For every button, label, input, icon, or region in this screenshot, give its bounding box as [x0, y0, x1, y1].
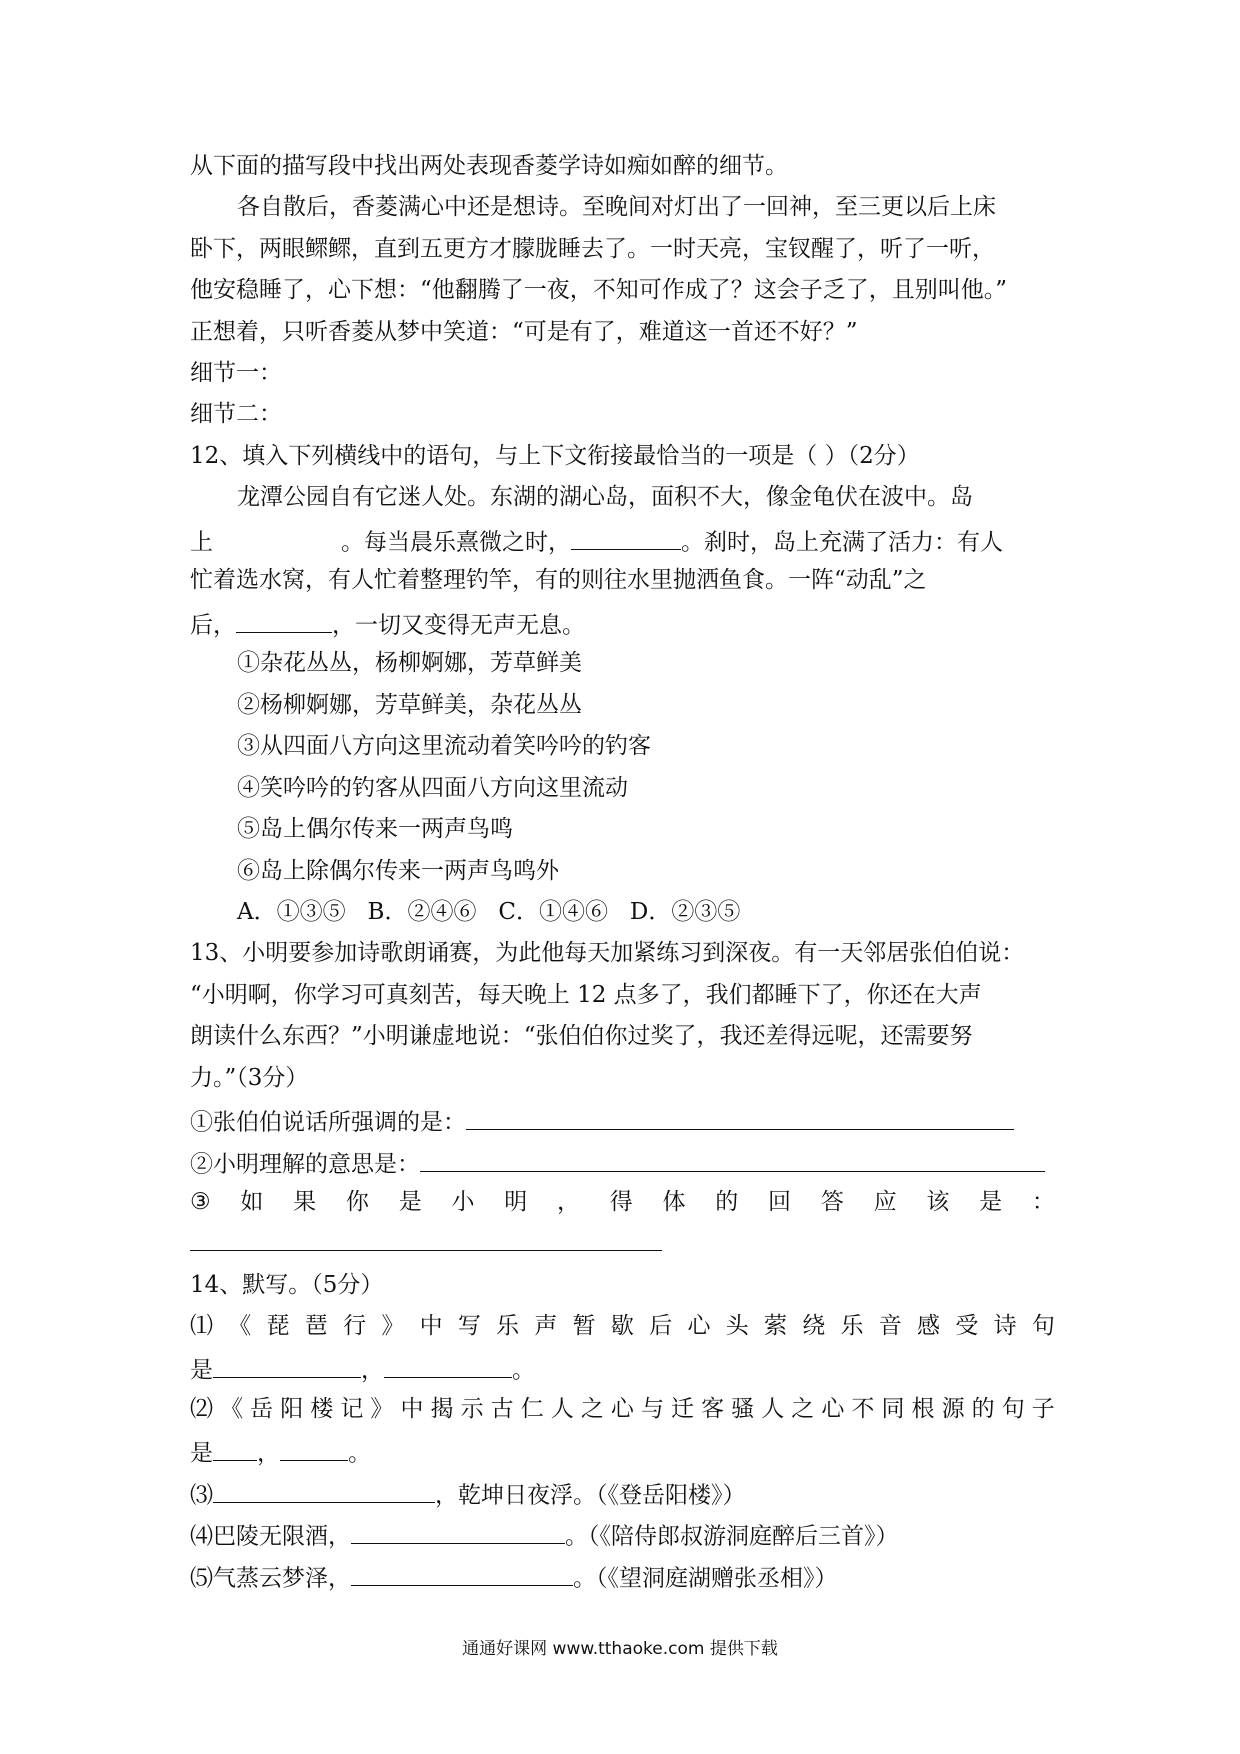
- q14-item-4: [190, 1522, 899, 1549]
- q14-char: 仁: [520, 1396, 544, 1422]
- q14-item-2-line-1: [190, 1398, 1055, 1421]
- q12-choices: A．①③⑤ B．②④⑥ C．①④⑥ D．②③⑤: [237, 899, 741, 925]
- q14-char: 诗: [993, 1313, 1017, 1339]
- answer-line-1[interactable]: [466, 1108, 1014, 1130]
- q14-text: 。: [512, 1357, 535, 1384]
- q14-text: 是: [190, 1357, 213, 1384]
- q14-char: 揭: [430, 1396, 454, 1422]
- q12-option-5: ⑤岛上偶尔传来一两声鸟鸣: [237, 816, 513, 842]
- q13-answer-1-label: ①张伯伯说话所强调的是：: [190, 1109, 466, 1136]
- q13-char: 该: [926, 1189, 950, 1215]
- q14-char: 根: [911, 1396, 935, 1422]
- q13-answer-2: [190, 1150, 1045, 1177]
- answer-line-2[interactable]: [420, 1150, 1045, 1172]
- q12-text-tail: ，一切又变得无声无息。: [332, 612, 585, 639]
- q13-char: 明: [504, 1189, 528, 1215]
- q14-char: 写: [457, 1313, 481, 1339]
- q13-char: 答: [820, 1189, 844, 1215]
- blank-5[interactable]: [384, 1356, 512, 1378]
- blank-3[interactable]: [236, 611, 332, 633]
- q12-text-hou: 后，: [190, 612, 236, 639]
- q14-char: 同: [881, 1396, 905, 1422]
- q14-char: 行: [343, 1313, 367, 1339]
- q14-item-1-line-1: [190, 1315, 1055, 1338]
- q14-text: 是: [190, 1440, 213, 1467]
- q13-char: ③: [190, 1189, 211, 1215]
- q13-answer-2-label: ②小明理解的意思是：: [190, 1151, 420, 1178]
- q14-text: ，: [361, 1357, 384, 1384]
- q14-char: 迁: [671, 1396, 694, 1422]
- q14-char: ⑵: [190, 1396, 213, 1422]
- q14-char: 《: [220, 1396, 244, 1422]
- q14-char: 暂: [572, 1313, 596, 1339]
- q14-char: 《: [228, 1313, 252, 1339]
- q14-char: 骚: [731, 1396, 755, 1422]
- q14-text: ⑶: [190, 1482, 213, 1509]
- q14-char: 客: [701, 1396, 725, 1422]
- q14-text: 。（《望洞庭湖赠张丞相》）: [573, 1565, 838, 1592]
- q14-text: ⑸气蒸云梦泽，: [190, 1565, 351, 1592]
- q14-char: 乐: [840, 1313, 864, 1339]
- q14-char: 与: [640, 1396, 664, 1422]
- q14-item-2-line-2: [190, 1439, 371, 1466]
- q12-option-4: ④笑吟吟的钓客从四面八方向这里流动: [237, 775, 628, 801]
- q13-char: ：: [1031, 1189, 1055, 1215]
- q14-char: 岳: [250, 1396, 274, 1422]
- q14-char: 心: [610, 1396, 634, 1422]
- q14-char: 声: [534, 1313, 558, 1339]
- q13-char: 得: [609, 1189, 633, 1215]
- answer-line-3[interactable]: [190, 1229, 662, 1251]
- q14-char: 琶: [304, 1313, 328, 1339]
- q13-answer-1: [190, 1108, 1014, 1135]
- q12-text-end: 。刹时，岛上充满了活力：有人: [681, 529, 1003, 556]
- q14-stem: 14、默写。（5分）: [190, 1272, 384, 1298]
- q14-text: ，乾坤日夜浮。（《登岳阳楼》）: [435, 1482, 746, 1509]
- q12-passage-line-3: 忙着选水窝，有人忙着整理钓竿，有的则往水里抛洒鱼食。一阵“动乱”之: [190, 567, 927, 593]
- q13-answer-3: [190, 1229, 662, 1256]
- q14-char: 头: [725, 1313, 749, 1339]
- q14-char: 句: [1031, 1313, 1055, 1339]
- q13-line-2: “小明啊，你学习可真刻苦，每天晚上 12 点多了，我们都睡下了，你还在大声: [190, 982, 982, 1008]
- q14-char: 绕: [802, 1313, 826, 1339]
- q14-char: 的: [971, 1396, 995, 1422]
- blank-2[interactable]: [571, 528, 681, 550]
- blank-6[interactable]: [213, 1439, 257, 1461]
- blank-10[interactable]: [351, 1564, 573, 1586]
- q14-char: 人: [761, 1396, 785, 1422]
- q14-char: 后: [649, 1313, 673, 1339]
- q14-char: 中: [400, 1396, 424, 1422]
- q14-char: 感: [917, 1313, 941, 1339]
- q13-char: 小: [451, 1189, 475, 1215]
- q13-char: 应: [873, 1189, 897, 1215]
- q14-char: 人: [550, 1396, 574, 1422]
- passage-line-1: 各自散后，香菱满心中还是想诗。至晚间对灯出了一回神，至三更以后上床: [237, 194, 996, 220]
- q13-char: 回: [768, 1189, 792, 1215]
- intro-text: 从下面的描写段中找出两处表现香菱学诗如痴如醉的细节。: [190, 153, 788, 179]
- q13-char: 是: [979, 1189, 1003, 1215]
- blank-9[interactable]: [351, 1522, 565, 1544]
- q14-item-5: [190, 1564, 838, 1591]
- q12-text-shang: 上: [190, 529, 213, 556]
- passage-line-2: 卧下，两眼鳏鳏，直到五更方才朦胧睡去了。一时天亮，宝钗醒了，听了一听，: [190, 236, 995, 262]
- q13-char: 如: [240, 1189, 264, 1215]
- q14-text: 。: [348, 1440, 371, 1467]
- q14-char: 歇: [610, 1313, 634, 1339]
- q14-char: 乐: [496, 1313, 520, 1339]
- q14-char: 》: [370, 1396, 394, 1422]
- q14-char: 心: [821, 1396, 845, 1422]
- q14-char: 源: [941, 1396, 965, 1422]
- q14-char: ⑴: [190, 1313, 213, 1339]
- q14-char: 阳: [280, 1396, 304, 1422]
- q12-option-2: ②杨柳婀娜，芳草鲜美，杂花丛丛: [237, 692, 582, 718]
- q14-char: 萦: [763, 1313, 787, 1339]
- q14-char: 琵: [266, 1313, 290, 1339]
- q14-char: 古: [490, 1396, 514, 1422]
- q12-option-3: ③从四面八方向这里流动着笑吟吟的钓客: [237, 733, 651, 759]
- q14-text: ⑷巴陵无限酒，: [190, 1523, 351, 1550]
- q13-char: 果: [293, 1189, 317, 1215]
- footer-credit: 通通好课网 www.tthaoke.com 提供下载: [462, 1639, 778, 1659]
- q12-passage-line-2: [190, 528, 1003, 555]
- q12-option-6: ⑥岛上除偶尔传来一两声鸟鸣外: [237, 858, 559, 884]
- blank-8[interactable]: [213, 1481, 435, 1503]
- q13-char: 你: [345, 1189, 369, 1215]
- q13-char: ，: [556, 1189, 580, 1215]
- passage-line-4: 正想着，只听香菱从梦中笑道：“可是有了，难道这一首还不好？”: [190, 319, 858, 345]
- q14-char: 之: [580, 1396, 604, 1422]
- blank-4[interactable]: [213, 1356, 361, 1378]
- q14-char: 示: [460, 1396, 484, 1422]
- detail-two-label: 细节二：: [190, 401, 282, 427]
- q14-char: 心: [687, 1313, 711, 1339]
- q13-line-4: 力。”（3分）: [190, 1065, 309, 1091]
- q13-char: 的: [715, 1189, 739, 1215]
- q14-text: 。（《陪侍郎叔游洞庭醉后三首》）: [565, 1523, 899, 1550]
- q12-text-mid: 。每当晨乐熹微之时，: [341, 529, 571, 556]
- q14-char: 子: [1031, 1396, 1055, 1422]
- q13-line-1: 13、小明要参加诗歌朗诵赛，为此他每天加紧练习到深夜。有一天邻居张伯伯说：: [190, 940, 1025, 966]
- q14-text: ，: [257, 1440, 280, 1467]
- blank-7[interactable]: [280, 1439, 348, 1461]
- q14-char: 楼: [310, 1396, 334, 1422]
- q14-char: 之: [791, 1396, 815, 1422]
- q14-item-1-line-2: [190, 1356, 535, 1383]
- q13-char: 是: [398, 1189, 422, 1215]
- q12-option-1: ①杂花丛丛，杨柳婀娜，芳草鲜美: [237, 650, 582, 676]
- q12-passage-line-1: 龙潭公园自有它迷人处。东湖的湖心岛，面积不大，像金龟伏在波中。岛: [237, 484, 973, 510]
- q14-char: 句: [1001, 1396, 1025, 1422]
- q14-char: 音: [878, 1313, 902, 1339]
- q13-char: 体: [662, 1189, 686, 1215]
- q14-char: 记: [340, 1396, 364, 1422]
- q14-item-3: [190, 1481, 746, 1508]
- q14-char: 中: [419, 1313, 443, 1339]
- q13-line-3: 朗读什么东西？”小明谦虚地说：“张伯伯你过奖了，我还差得远呢，还需要努: [190, 1023, 973, 1049]
- q14-char: 不: [851, 1396, 875, 1422]
- detail-one-label: 细节一：: [190, 360, 282, 386]
- q13-answer-3-label: [190, 1191, 1055, 1214]
- q12-passage-line-4: [190, 611, 585, 638]
- q12-stem: 12、填入下列横线中的语句，与上下文衔接最恰当的一项是（ ）（2分）: [190, 443, 920, 469]
- passage-line-3: 他安稳睡了，心下想：“他翻腾了一夜，不知可作成了？这会子乏了，且别叫他。”: [190, 277, 1008, 303]
- q14-char: 受: [955, 1313, 979, 1339]
- q14-char: 》: [381, 1313, 405, 1339]
